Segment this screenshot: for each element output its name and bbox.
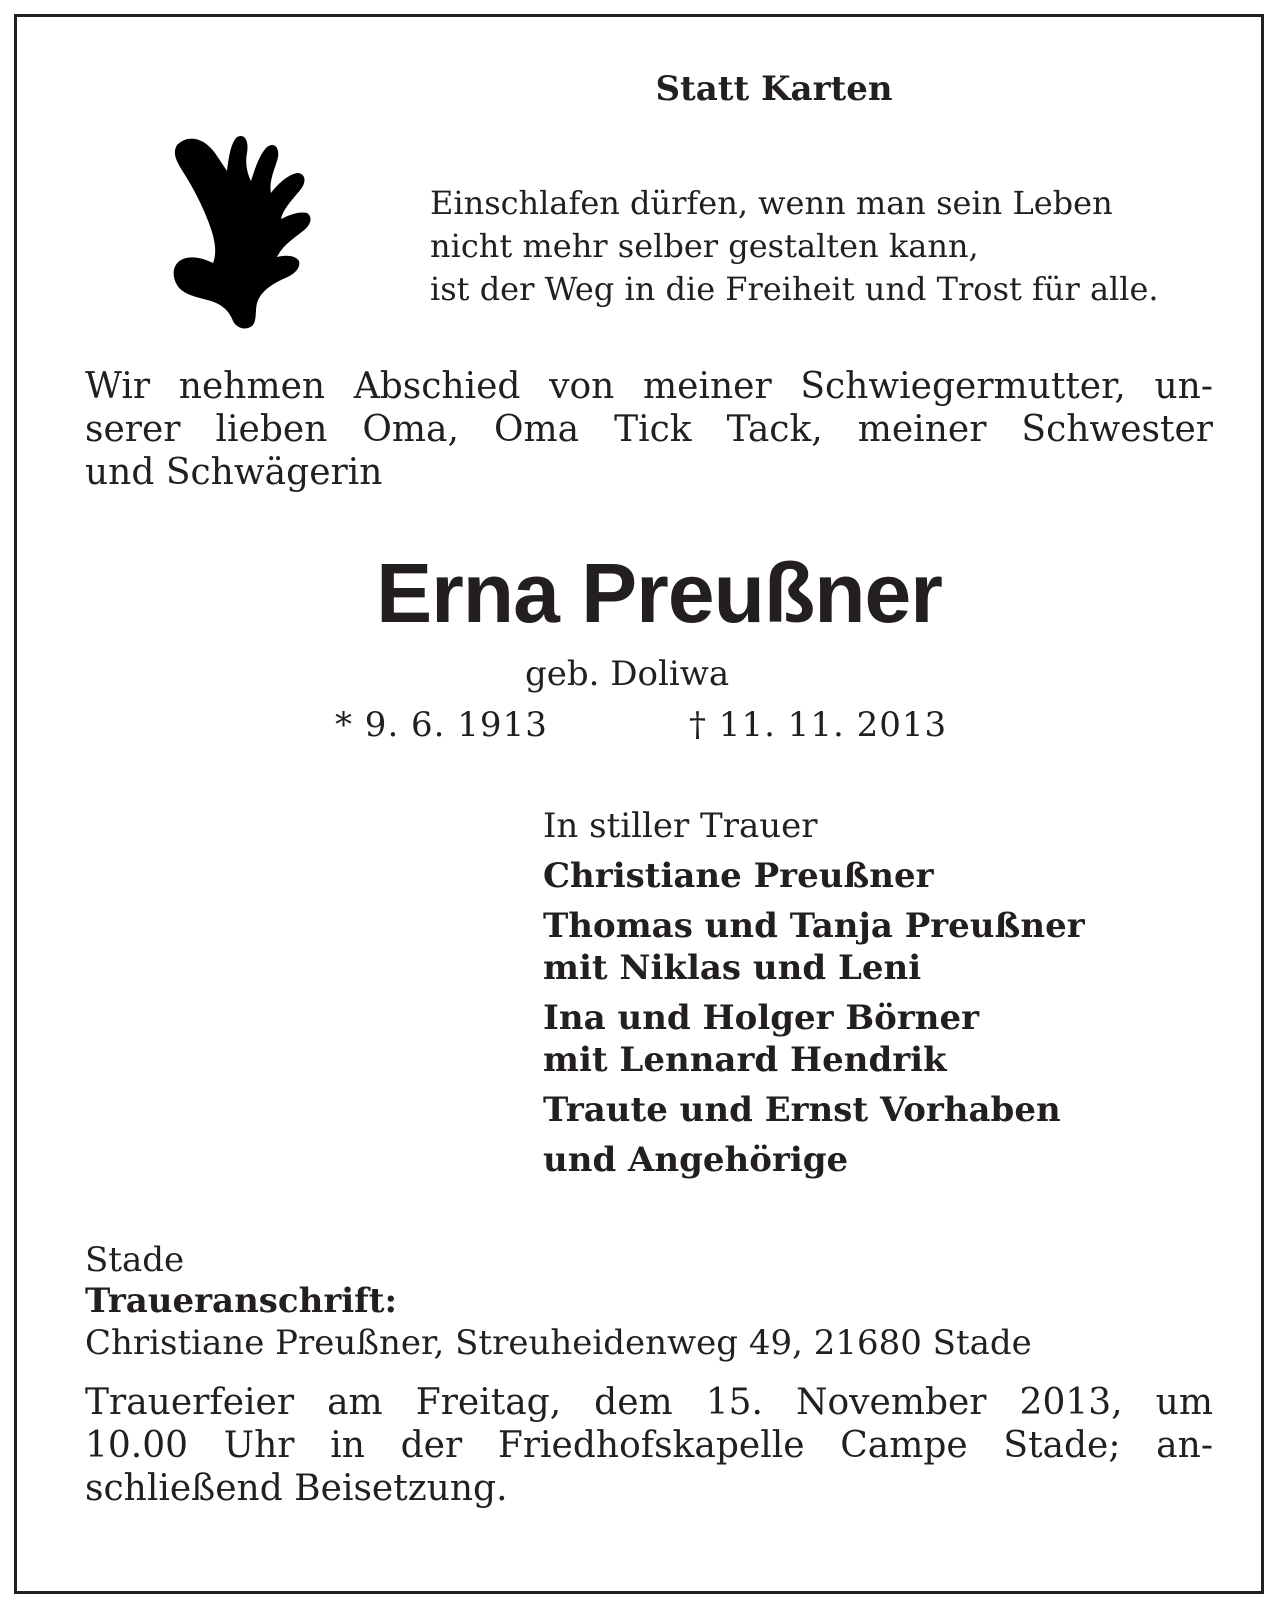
farewell-line: und Schwägerin: [85, 452, 383, 493]
mourner-line: Ina und Holger Börner: [543, 998, 980, 1038]
birth-date: * 9. 6. 1913: [335, 705, 548, 745]
mourner-group: [543, 1089, 1085, 1131]
mourner-line: Christiane Preußner: [543, 856, 934, 896]
mourner-line: und Angehörige: [543, 1140, 849, 1180]
mourners-list: [543, 855, 1085, 1189]
place: Stade: [85, 1240, 185, 1280]
service-line: 10.00 Uhr in der Friedhofskapelle Campe Stade; an-: [85, 1425, 1213, 1466]
mourner-group: [543, 905, 1085, 989]
address-label: Traueranschrift:: [85, 1281, 398, 1321]
mourner-group: [543, 1139, 1085, 1181]
poem-line: Einschlafen dürfen, wenn man sein Leben: [430, 184, 1113, 222]
farewell-text: [85, 365, 1213, 494]
farewell-line: Wir nehmen Abschied von meiner Schwiegermutter, un-: [85, 366, 1213, 407]
mourner-group: [543, 997, 1085, 1081]
farewell-line: serer lieben Oma, Oma Tick Tack, meiner Schwester: [85, 409, 1213, 450]
poem-line: ist der Weg in die Freiheit und Trost für alle.: [430, 270, 1159, 308]
mourner-line: mit Niklas und Leni: [543, 948, 922, 988]
service-line: Trauerfeier am Freitag, dem 15. November 2013, um: [85, 1382, 1213, 1423]
mourner-line: mit Lennard Hendrik: [543, 1040, 947, 1080]
birth-name: geb. Doliwa: [525, 654, 730, 694]
service-line: schließend Beisetzung.: [85, 1468, 508, 1509]
mourner-line: Thomas und Tanja Preußner: [543, 906, 1085, 946]
mourner-line: Traute und Ernst Vorhaben: [543, 1090, 1061, 1130]
poem-line: nicht mehr selber gestalten kann,: [430, 227, 979, 265]
service-details: [85, 1381, 1213, 1510]
stag-antler-icon: [157, 125, 317, 335]
notice-heading: Statt Karten: [655, 69, 893, 109]
mourning-intro: In stiller Trauer: [543, 806, 818, 846]
death-date: † 11. 11. 2013: [689, 705, 948, 745]
obituary-notice: [14, 14, 1264, 1594]
mourner-group: [543, 855, 1085, 897]
mourning-address: Christiane Preußner, Streuheidenweg 49, 21680 Stade: [85, 1323, 1032, 1363]
deceased-name: Erna Preußner: [376, 546, 942, 640]
poem: [430, 182, 1159, 311]
